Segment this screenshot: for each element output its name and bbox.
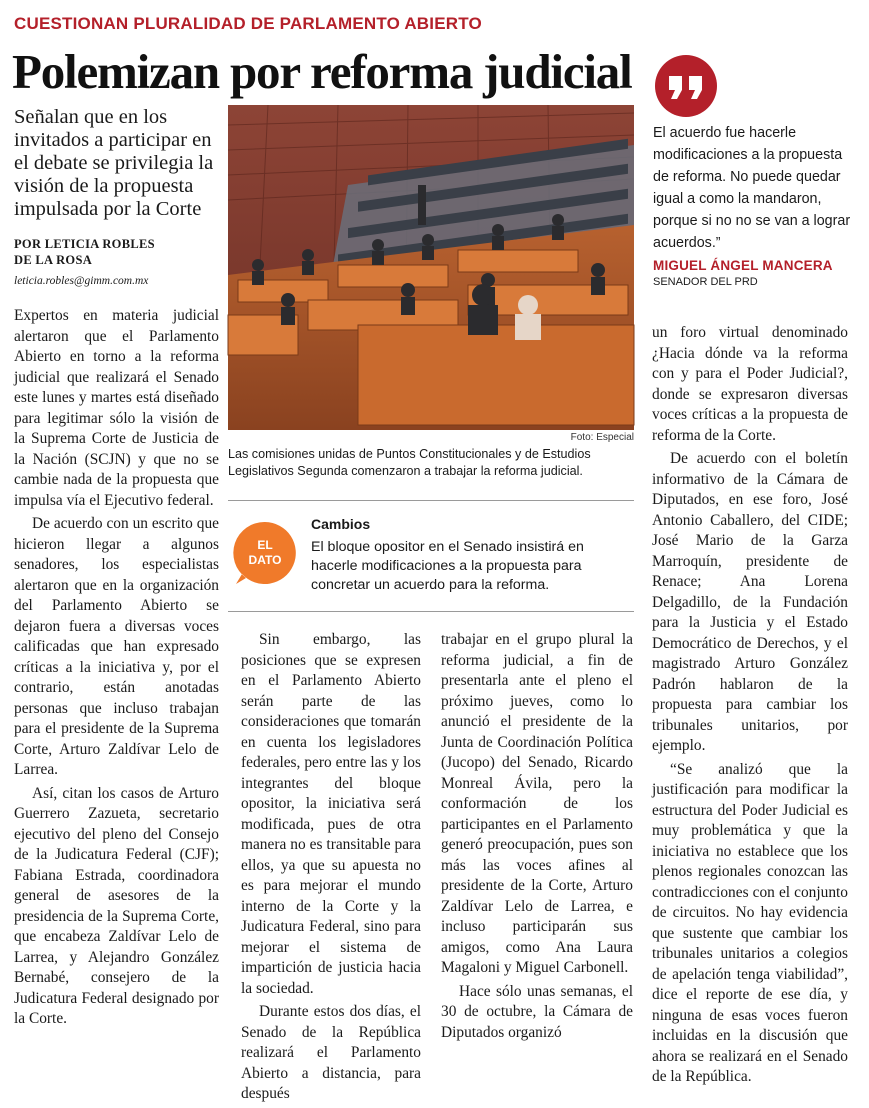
- paragraph: un foro virtual denominado ¿Hacia dónde va la reforma con y para el Poder Judicial?, donde se expresaron diversas voces críticas a la propuesta de reforma de la Corte.: [652, 324, 848, 444]
- article-kicker: CUESTIONAN PLURALIDAD DE PARLAMENTO ABIERTO: [14, 14, 482, 33]
- paragraph: Hace sólo unas semanas, el 30 de octubre, la Cámara de Diputados organizó: [441, 982, 633, 1041]
- badge-line-2: DATO: [248, 553, 282, 567]
- paragraph: trabajar en el grupo plural la reforma judicial, a fin de presentarla ante el pleno el próximo jueves, como lo anunció el presidente de la Junta de Coordinación Política (Jucopo) del Senado, Ricardo Monreal Ávila, pero la conformación de los participantes en el Parlamento generó preocupación, pues son más las voces afines al presidente de la Corte, Arturo Zaldívar Lelo de Larrea, e incluso participarán sus amigos, como Ana Laura Magaloni y Miguel Carbonell.: [441, 631, 633, 976]
- paragraph: De acuerdo con el boletín informativo de la Cámara de Diputados, en ese foro, José Antonio Caballero, del CIDE; José Mario de la Garza Marroquín, presidente de Renace; Ana Lorena Delgadillo, de la Fundación para la Justicia y el Estado Democrático de Derechos, y el magistrado Arturo González Padrón hablaron de la propuesta para cambiar los tribunales unitarios, por ejemplo.: [652, 450, 848, 754]
- byline-line-1: POR LETICIA ROBLES: [14, 237, 155, 251]
- badge-line-1: EL: [257, 538, 273, 552]
- paragraph: Sin embargo, las posiciones que se expresen en el Parlamento Abierto serán parte de las consideraciones que tomarán en cuenta los legisladores federales, pero entre las y los integrantes del bloque opositor, la iniciativa será modificada, pues de otra manera no es transitable para ellos, ya que su apuesta no es para mejorar el mundo interno de la Corte y la Judicatura Federal, sino para mejorar el sistema de impartición de justicia hacia la sociedad.: [241, 631, 421, 997]
- paragraph: Durante estos dos días, el Senado de la República realizará el Parlamento Abierto a distancia, para después: [241, 1003, 421, 1102]
- author-email[interactable]: leticia.robles@gimm.com.mx: [14, 275, 149, 287]
- pull-quote: El acuerdo fue hacerle modificaciones a la propuesta de reforma. No puede quedar igual a como la mandaron, porque si no no se van a lograr acuerdos.”: [653, 125, 851, 251]
- quote-marks-icon: [652, 54, 720, 118]
- dato-title: Cambios: [311, 516, 371, 532]
- body-column-4: [652, 323, 848, 1091]
- quote-author-role: SENADOR DEL PRD: [653, 276, 758, 288]
- deck: Señalan que en los invitados a participar en el debate se privilegia la visión de la propuesta impulsada por la Corte: [14, 106, 214, 220]
- body-column-1: [14, 306, 219, 1033]
- paragraph: De acuerdo con un escrito que hicieron llegar a algunos senadores, los especialistas alertaron que en la organización del Parlamento Abierto se dejaron fuera a diversas voces calificadas que han expresado críticas a la iniciativa y, por el contrario, están anotadas personas que incluso trabajan para el presidente de la Suprema Corte, Arturo Zaldívar Lelo de Larrea.: [14, 515, 219, 778]
- photo-credit: Foto: Especial: [570, 432, 634, 443]
- byline: [14, 236, 219, 268]
- senate-chamber-illustration: [228, 105, 634, 430]
- headline: Polemizan por reforma judicial: [12, 44, 632, 99]
- body-column-3: [441, 630, 633, 1046]
- paragraph: Expertos en materia judicial alertaron que el Parlamento Abierto en torno a la reforma judicial que realizará el Senado este lunes y martes está diseñado para legitimar sólo la visión de la Suprema Corte de Justicia de la Nación (SCJN) y que no se cambie nada de la propuesta que impulsa vía el Ejecutivo federal.: [14, 307, 219, 509]
- divider: [228, 611, 634, 612]
- photo-caption: Las comisiones unidas de Puntos Constitucionales y de Estudios Legislativos Segunda comenzaron a trabajar la reforma judicial.: [228, 447, 591, 478]
- senate-session-photo: [228, 105, 634, 430]
- quote-author: MIGUEL ÁNGEL MANCERA: [653, 258, 833, 273]
- dato-text: El bloque opositor en el Senado insistirá en hacerle modificaciones a la propuesta para concretar un acuerdo para la reforma.: [311, 539, 584, 593]
- paragraph: “Se analizó que la justificación para modificar la estructura del Poder Judicial es muy problemática y que la iniciativa no establece que los plenos regionales conozcan las contradicciones con el conjunto de circuitos. No hay evidencia que sustente que cambiar los tribunales unitarios a colegios de apelación tenga viabilidad”, dice el reporte de ese día, y ninguna de esas voces fueron incluidas en la discusión que ahora se realizará en el Senado de la República.: [652, 760, 848, 1085]
- byline-line-2: DE LA ROSA: [14, 253, 93, 267]
- el-dato-badge: [232, 520, 298, 586]
- body-column-2: [241, 630, 421, 1108]
- divider: [228, 500, 634, 501]
- paragraph: Así, citan los casos de Arturo Guerrero Zazueta, secretario ejecutivo del pleno del Consejo de la Judicatura Federal (CJF); Fabiana Estrada, coordinadora general de asesores de la presidencia de la Suprema Corte, que encabeza Zaldívar Lelo de Larrea, y Alejandro González Bernabé, consejero de la Judicatura Federal designado por la Corte.: [14, 784, 219, 1027]
